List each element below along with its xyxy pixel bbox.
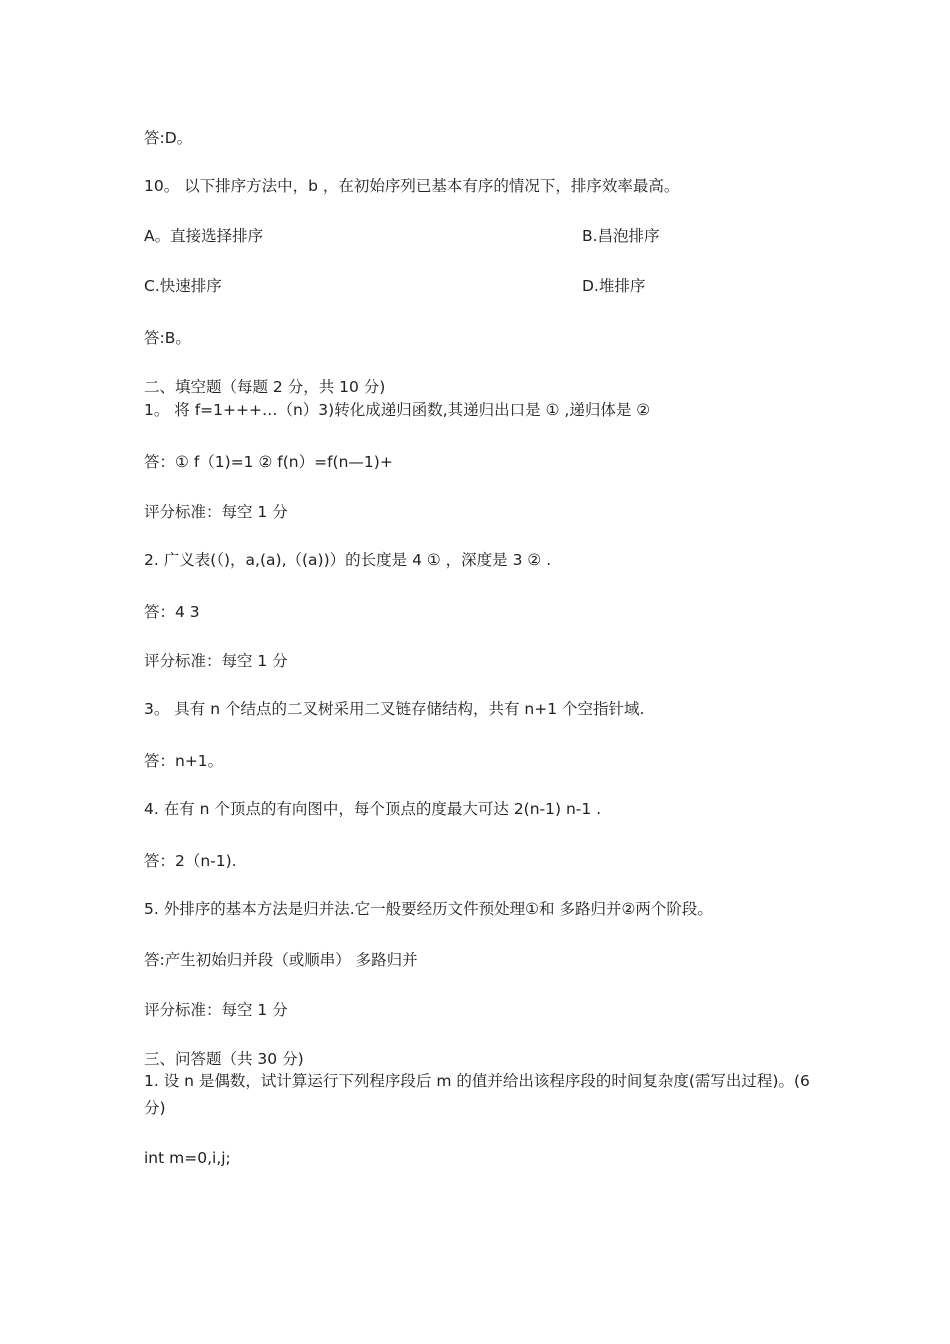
section-qa-heading: 三、问答题（共 30 分)	[144, 1050, 304, 1068]
option-a: A。直接选择排序	[144, 227, 264, 245]
fill-question-2: 2. 广义表(（)，a,(a),（(a))）的长度是 4 ① ，深度是 3 ② .	[144, 551, 552, 569]
section-fill-in-heading: 二、填空题（每题 2 分，共 10 分)	[144, 378, 386, 396]
scoring-2: 评分标准：每空 1 分	[144, 652, 288, 670]
scoring-1: 评分标准：每空 1 分	[144, 503, 288, 521]
question-10: 10。 以下排序方法中，b ，在初始序列已基本有序的情况下，排序效率最高。	[144, 177, 680, 195]
answer-9: 答:D。	[144, 129, 193, 147]
fill-answer-5: 答:产生初始归并段（或顺串） 多路归并	[144, 951, 418, 969]
fill-question-3: 3。 具有 n 个结点的二叉树采用二叉链存储结构，共有 n+1 个空指针域.	[144, 700, 645, 718]
fill-answer-3: 答：n+1。	[144, 752, 224, 770]
fill-question-4: 4. 在有 n 个顶点的有向图中，每个顶点的度最大可达 2(n-1) n-1 .	[144, 800, 602, 818]
scoring-5: 评分标准：每空 1 分	[144, 1001, 288, 1019]
option-b: B.昌泡排序	[582, 227, 660, 245]
fill-answer-2: 答：4 3	[144, 603, 200, 621]
fill-answer-4: 答：2（n-1).	[144, 852, 237, 870]
qa-question-1: 1. 设 n 是偶数，试计算运行下列程序段后 m 的值并给出该程序段的时间复杂度(需写出过程)。(6 分)	[144, 1072, 810, 1117]
answer-10: 答:B。	[144, 329, 191, 347]
option-d: D.堆排序	[582, 277, 646, 295]
fill-answer-1: 答：① f（1)=1 ② f(n）=f(n—1)+	[144, 453, 393, 471]
option-c: C.快速排序	[144, 277, 222, 295]
code-line: int m=0,i,j;	[144, 1149, 231, 1167]
fill-question-1: 1。 将 f=1+++…（n）3)转化成递归函数,其递归出口是 ① ,递归体是 ②	[144, 401, 651, 419]
fill-question-5: 5. 外排序的基本方法是归并法.它一般要经历文件预处理①和 多路归并②两个阶段。	[144, 900, 713, 918]
